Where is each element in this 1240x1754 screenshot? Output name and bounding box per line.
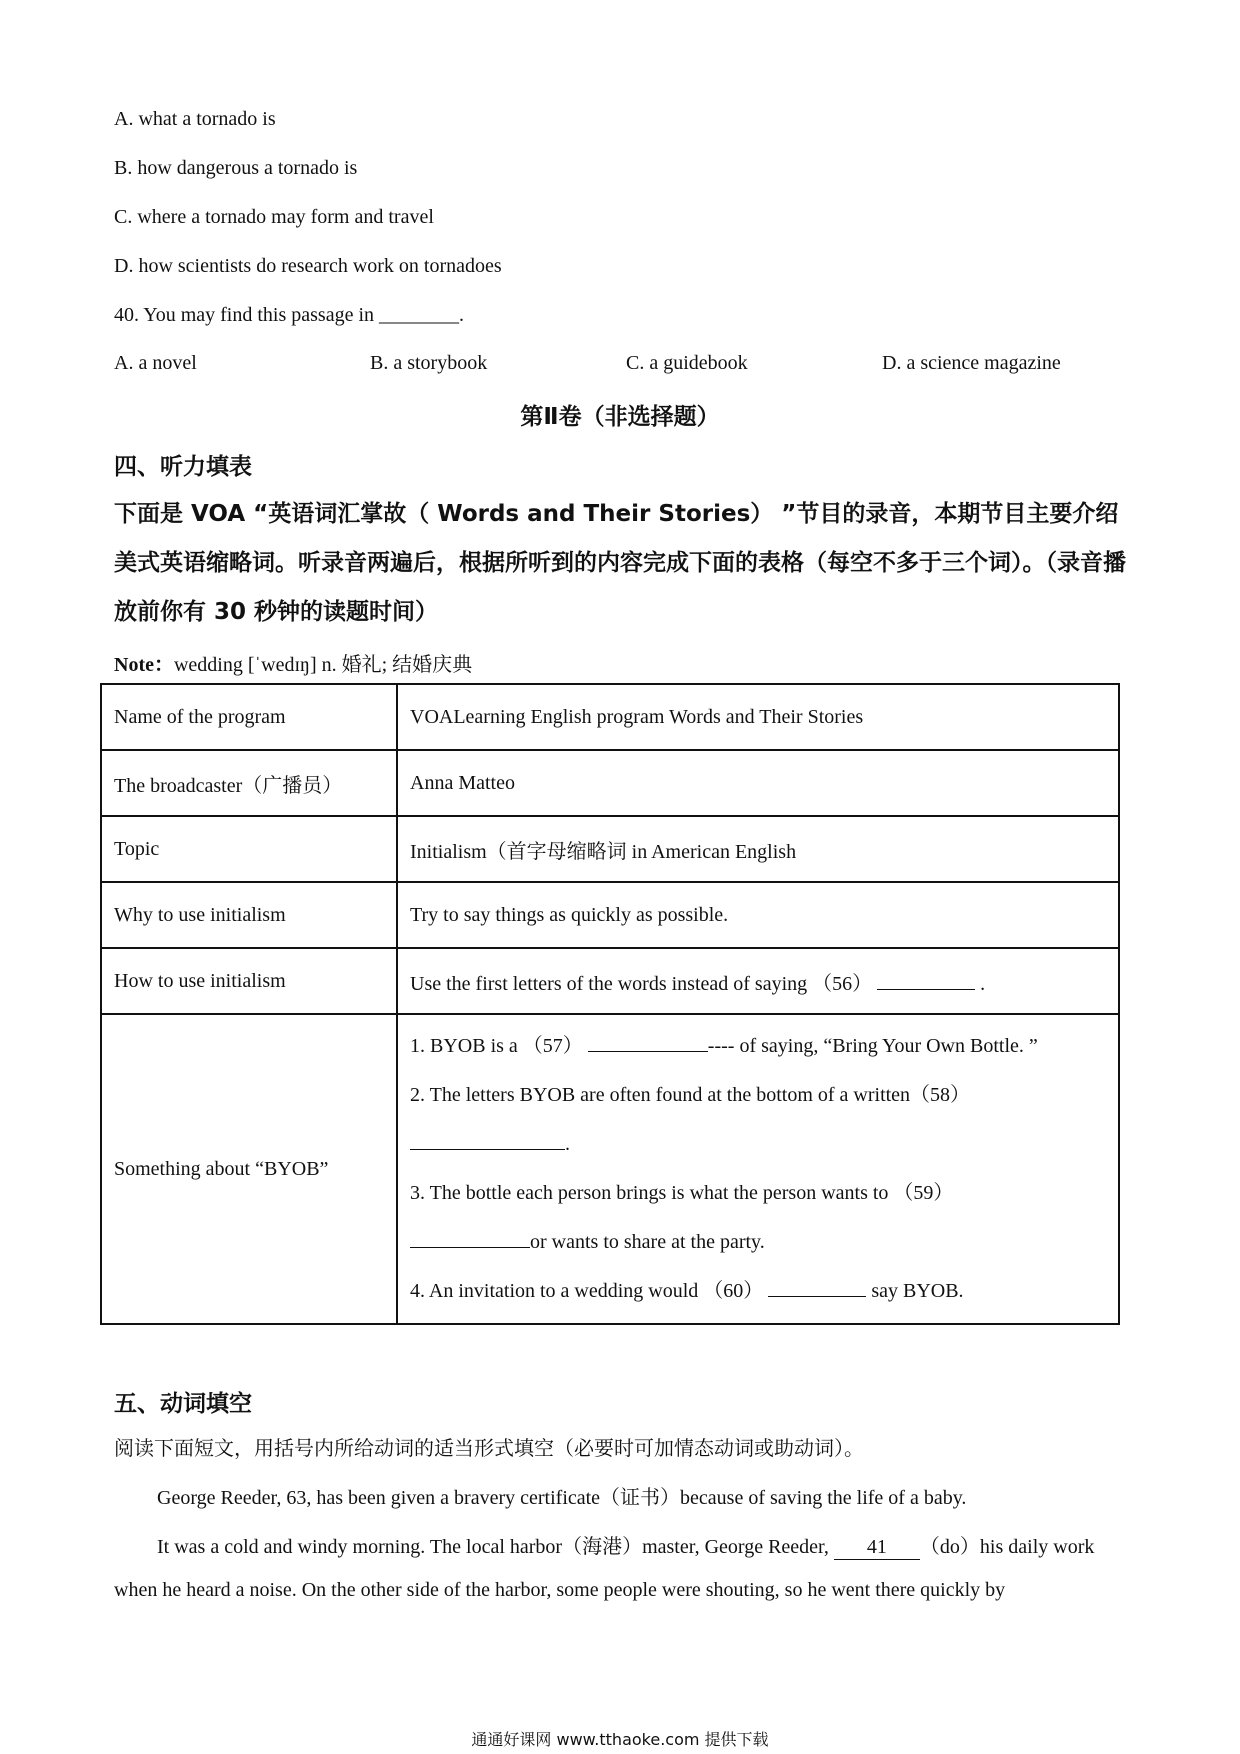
q57-text-end: ---- of saying, “Bring Your Own Bottle. ” bbox=[707, 1035, 1038, 1057]
row-label: The broadcaster（广播员） bbox=[101, 750, 397, 816]
row-label: Topic bbox=[101, 816, 397, 882]
q56-text: Use the first letters of the words instead of saying （56） bbox=[410, 972, 873, 995]
note bbox=[114, 648, 472, 677]
q39-option-b: B. how dangerous a tornado is bbox=[114, 157, 358, 179]
q40-option-a: A. a novel bbox=[114, 352, 197, 374]
q58-blank-line bbox=[410, 1120, 1106, 1169]
q40-option-d: D. a science magazine bbox=[882, 352, 1061, 374]
footer-text: 通通好课网 www.tthaoke.com 提供下载 bbox=[471, 1730, 769, 1749]
table-row bbox=[101, 948, 1119, 1014]
answer-blank-60[interactable] bbox=[768, 1278, 866, 1297]
table-row bbox=[101, 816, 1119, 882]
q59-blank-line bbox=[410, 1218, 1106, 1267]
table-row bbox=[101, 1014, 1119, 1324]
row-value: Anna Matteo bbox=[397, 750, 1119, 816]
answer-blank-57[interactable] bbox=[588, 1033, 708, 1052]
passage-text-end: （do）his daily work bbox=[919, 1536, 1095, 1558]
note-text: wedding [ˈwedɪŋ] n. 婚礼; 结婚庆典 bbox=[173, 654, 473, 676]
listening-table bbox=[100, 683, 1120, 1325]
q58-text: 2. The letters BYOB are often found at the bottom of a written（58） bbox=[410, 1084, 971, 1106]
q56-end: . bbox=[980, 972, 986, 995]
q40-option-b: B. a storybook bbox=[370, 352, 488, 374]
row-value bbox=[397, 948, 1119, 1014]
passage-line-3: when he heard a noise. On the other side of the harbor, some people were shouting, so he went there quickly by bbox=[114, 1579, 1006, 1601]
row-label: Why to use initialism bbox=[101, 882, 397, 948]
q59-text-end: or wants to share at the party. bbox=[530, 1231, 765, 1253]
part2-title: 第Ⅱ卷（非选择题） bbox=[520, 404, 720, 430]
q39-option-d: D. how scientists do research work on tornadoes bbox=[114, 255, 502, 277]
q40-option-c: C. a guidebook bbox=[626, 352, 748, 374]
q58-line bbox=[410, 1071, 1106, 1120]
section4-heading: 四、听力填表 bbox=[114, 454, 252, 480]
q40-stem: 40. You may find this passage in ________. bbox=[114, 304, 464, 326]
q59-text: 3. The bottle each person brings is what the person wants to （59） bbox=[410, 1182, 954, 1204]
row-label: Something about “BYOB” bbox=[101, 1014, 397, 1324]
section5-instruction: 阅读下面短文，用括号内所给动词的适当形式填空（必要时可加情态动词或助动词）。 bbox=[114, 1436, 864, 1460]
q60-text: 4. An invitation to a wedding would （60） bbox=[410, 1280, 764, 1302]
q39-option-a: A. what a tornado is bbox=[114, 108, 276, 130]
table-row bbox=[101, 684, 1119, 750]
passage-line-1: George Reeder, 63, has been given a bravery certificate（证书）because of saving the life of a baby. bbox=[157, 1487, 967, 1509]
table-row bbox=[101, 882, 1119, 948]
note-label: Note： bbox=[114, 654, 174, 676]
passage-text: It was a cold and windy morning. The local harbor（海港）master, George Reeder, bbox=[157, 1536, 829, 1558]
passage-line-2 bbox=[157, 1530, 1094, 1560]
section4-intro: 下面是 VOA “英语词汇掌故（ Words and Their Stories） ”节目的录音，本期节目主要介绍美式英语缩略词。听录音两遍后，根据所听到的内容完成下面的表格（每空不多于三个词）。（录音播放前你有 30 秒钟的读题时间） bbox=[114, 501, 1126, 625]
answer-blank-41[interactable]: 41 bbox=[834, 1536, 920, 1560]
row-value: Try to say things as quickly as possible. bbox=[397, 882, 1119, 948]
row-value: Initialism（首字母缩略词 in American English bbox=[397, 816, 1119, 882]
table-row bbox=[101, 750, 1119, 816]
q60-line bbox=[410, 1267, 1106, 1316]
answer-blank-58[interactable] bbox=[410, 1131, 565, 1150]
q58-end: . bbox=[565, 1133, 570, 1155]
q60-text-end: say BYOB. bbox=[871, 1280, 964, 1302]
q57-text: 1. BYOB is a （57） bbox=[410, 1035, 583, 1057]
q57-line bbox=[410, 1022, 1106, 1071]
q59-line bbox=[410, 1169, 1106, 1218]
byob-details bbox=[397, 1014, 1119, 1324]
row-label: How to use initialism bbox=[101, 948, 397, 1014]
section5-heading: 五、动词填空 bbox=[114, 1391, 252, 1417]
q39-option-c: C. where a tornado may form and travel bbox=[114, 206, 434, 228]
answer-blank-56[interactable] bbox=[877, 971, 975, 990]
row-label: Name of the program bbox=[101, 684, 397, 750]
row-value: VOALearning English program Words and Their Stories bbox=[397, 684, 1119, 750]
answer-blank-59[interactable] bbox=[410, 1229, 530, 1248]
